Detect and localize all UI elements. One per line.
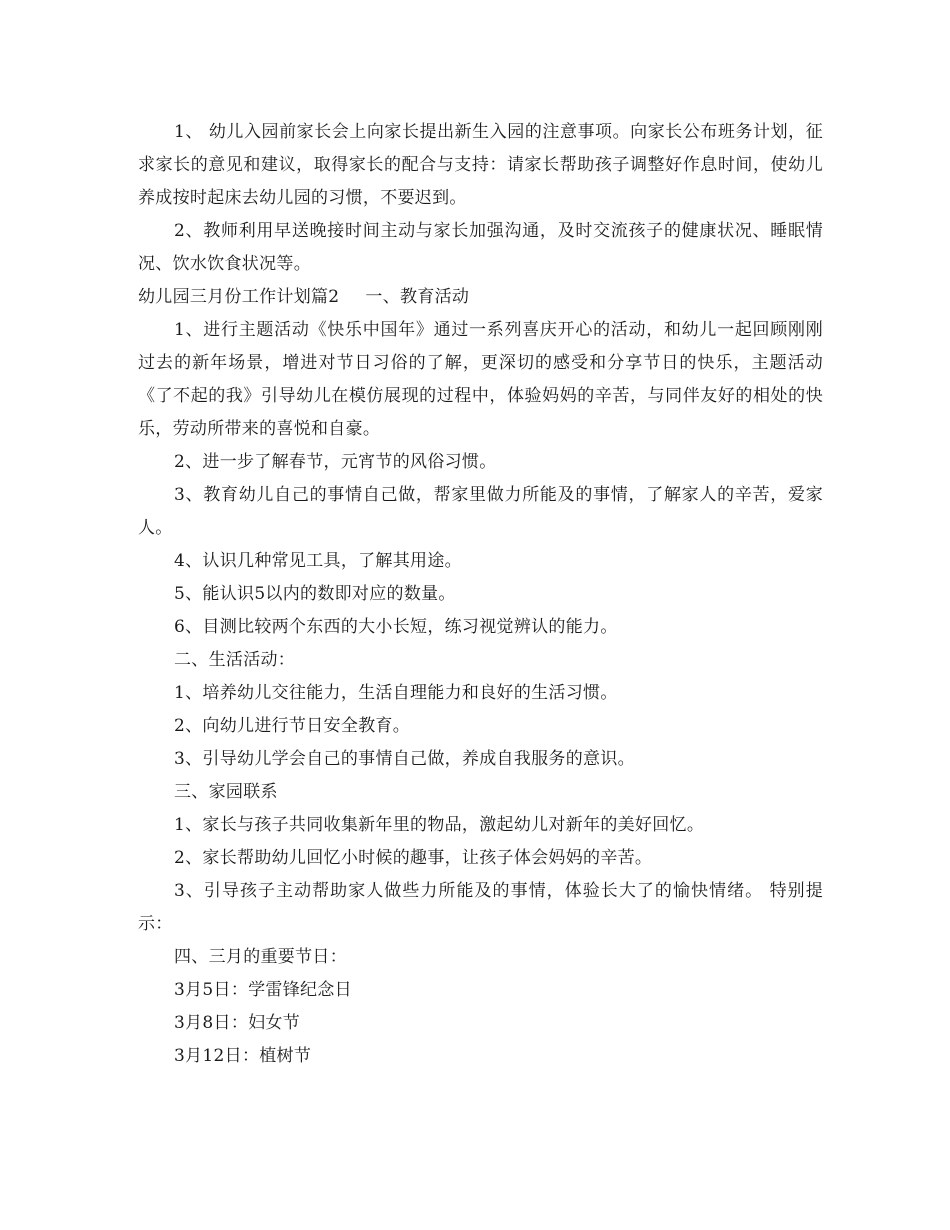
date-entry: 3月12日：植树节 xyxy=(174,1046,312,1066)
paragraph: 3、引导孩子主动帮助家人做些力所能及的事情，体验长大了的愉快情绪。 特别提示： xyxy=(138,881,823,934)
paragraph: 1、进行主题活动《快乐中国年》通过一系列喜庆开心的活动，和幼儿一起回顾刚刚过去的新年场景，增进对节日习俗的了解，更深切的感受和分享节日的快乐，主题活动《了不起的我》引导幼儿在模仿展现的过程中，体验妈妈的辛苦，与同伴友好的相处的快乐，劳动所带来的喜悦和自豪。 xyxy=(138,320,823,439)
paragraph: 2、向幼儿进行节日安全教育。 xyxy=(174,716,411,736)
section-heading: 三、家园联系 xyxy=(174,782,278,802)
date-entry: 3月5日：学雷锋纪念日 xyxy=(174,980,352,1000)
paragraph: 2、进一步了解春节，元宵节的风俗习惯。 xyxy=(174,452,497,472)
paragraph: 2、教师利用早送晚接时间主动与家长加强沟通，及时交流孩子的健康状况、睡眠情况、饮水饮食状况等。 xyxy=(138,221,823,274)
document-title: 幼儿园三月份工作计划篇2 xyxy=(138,287,340,307)
paragraph: 3、教育幼儿自己的事情自己做，帮家里做力所能及的事情，了解家人的辛苦，爱家人。 xyxy=(138,485,823,538)
section-heading: 一、教育活动 xyxy=(365,287,470,307)
paragraph: 5、能认识5以内的数即对应的数量。 xyxy=(174,584,456,604)
paragraph: 6、目测比较两个东西的大小长短，练习视觉辨认的能力。 xyxy=(174,617,618,637)
document-heading-line xyxy=(138,281,823,314)
paragraph: 2、家长帮助幼儿回忆小时候的趣事，让孩子体会妈妈的辛苦。 xyxy=(174,848,653,868)
section-heading: 四、三月的重要节日： xyxy=(174,947,347,967)
document-body xyxy=(138,116,823,1073)
paragraph: 1、培养幼儿交往能力，生活自理能力和良好的生活习惯。 xyxy=(174,683,618,703)
paragraph: 1、 幼儿入园前家长会上向家长提出新生入园的注意事项。向家长公布班务计划，征求家长的意见和建议，取得家长的配合与支持：请家长帮助孩子调整好作息时间，使幼儿养成按时起床去幼儿园的习惯，不要迟到。 xyxy=(138,122,823,208)
date-entry: 3月8日：妇女节 xyxy=(174,1013,301,1033)
paragraph: 4、认识几种常见工具，了解其用途。 xyxy=(174,551,462,571)
paragraph: 1、家长与孩子共同收集新年里的物品，激起幼儿对新年的美好回忆。 xyxy=(174,815,705,835)
paragraph: 3、引导幼儿学会自己的事情自己做，养成自我服务的意识。 xyxy=(174,749,635,769)
section-heading: 二、生活活动： xyxy=(174,650,296,670)
